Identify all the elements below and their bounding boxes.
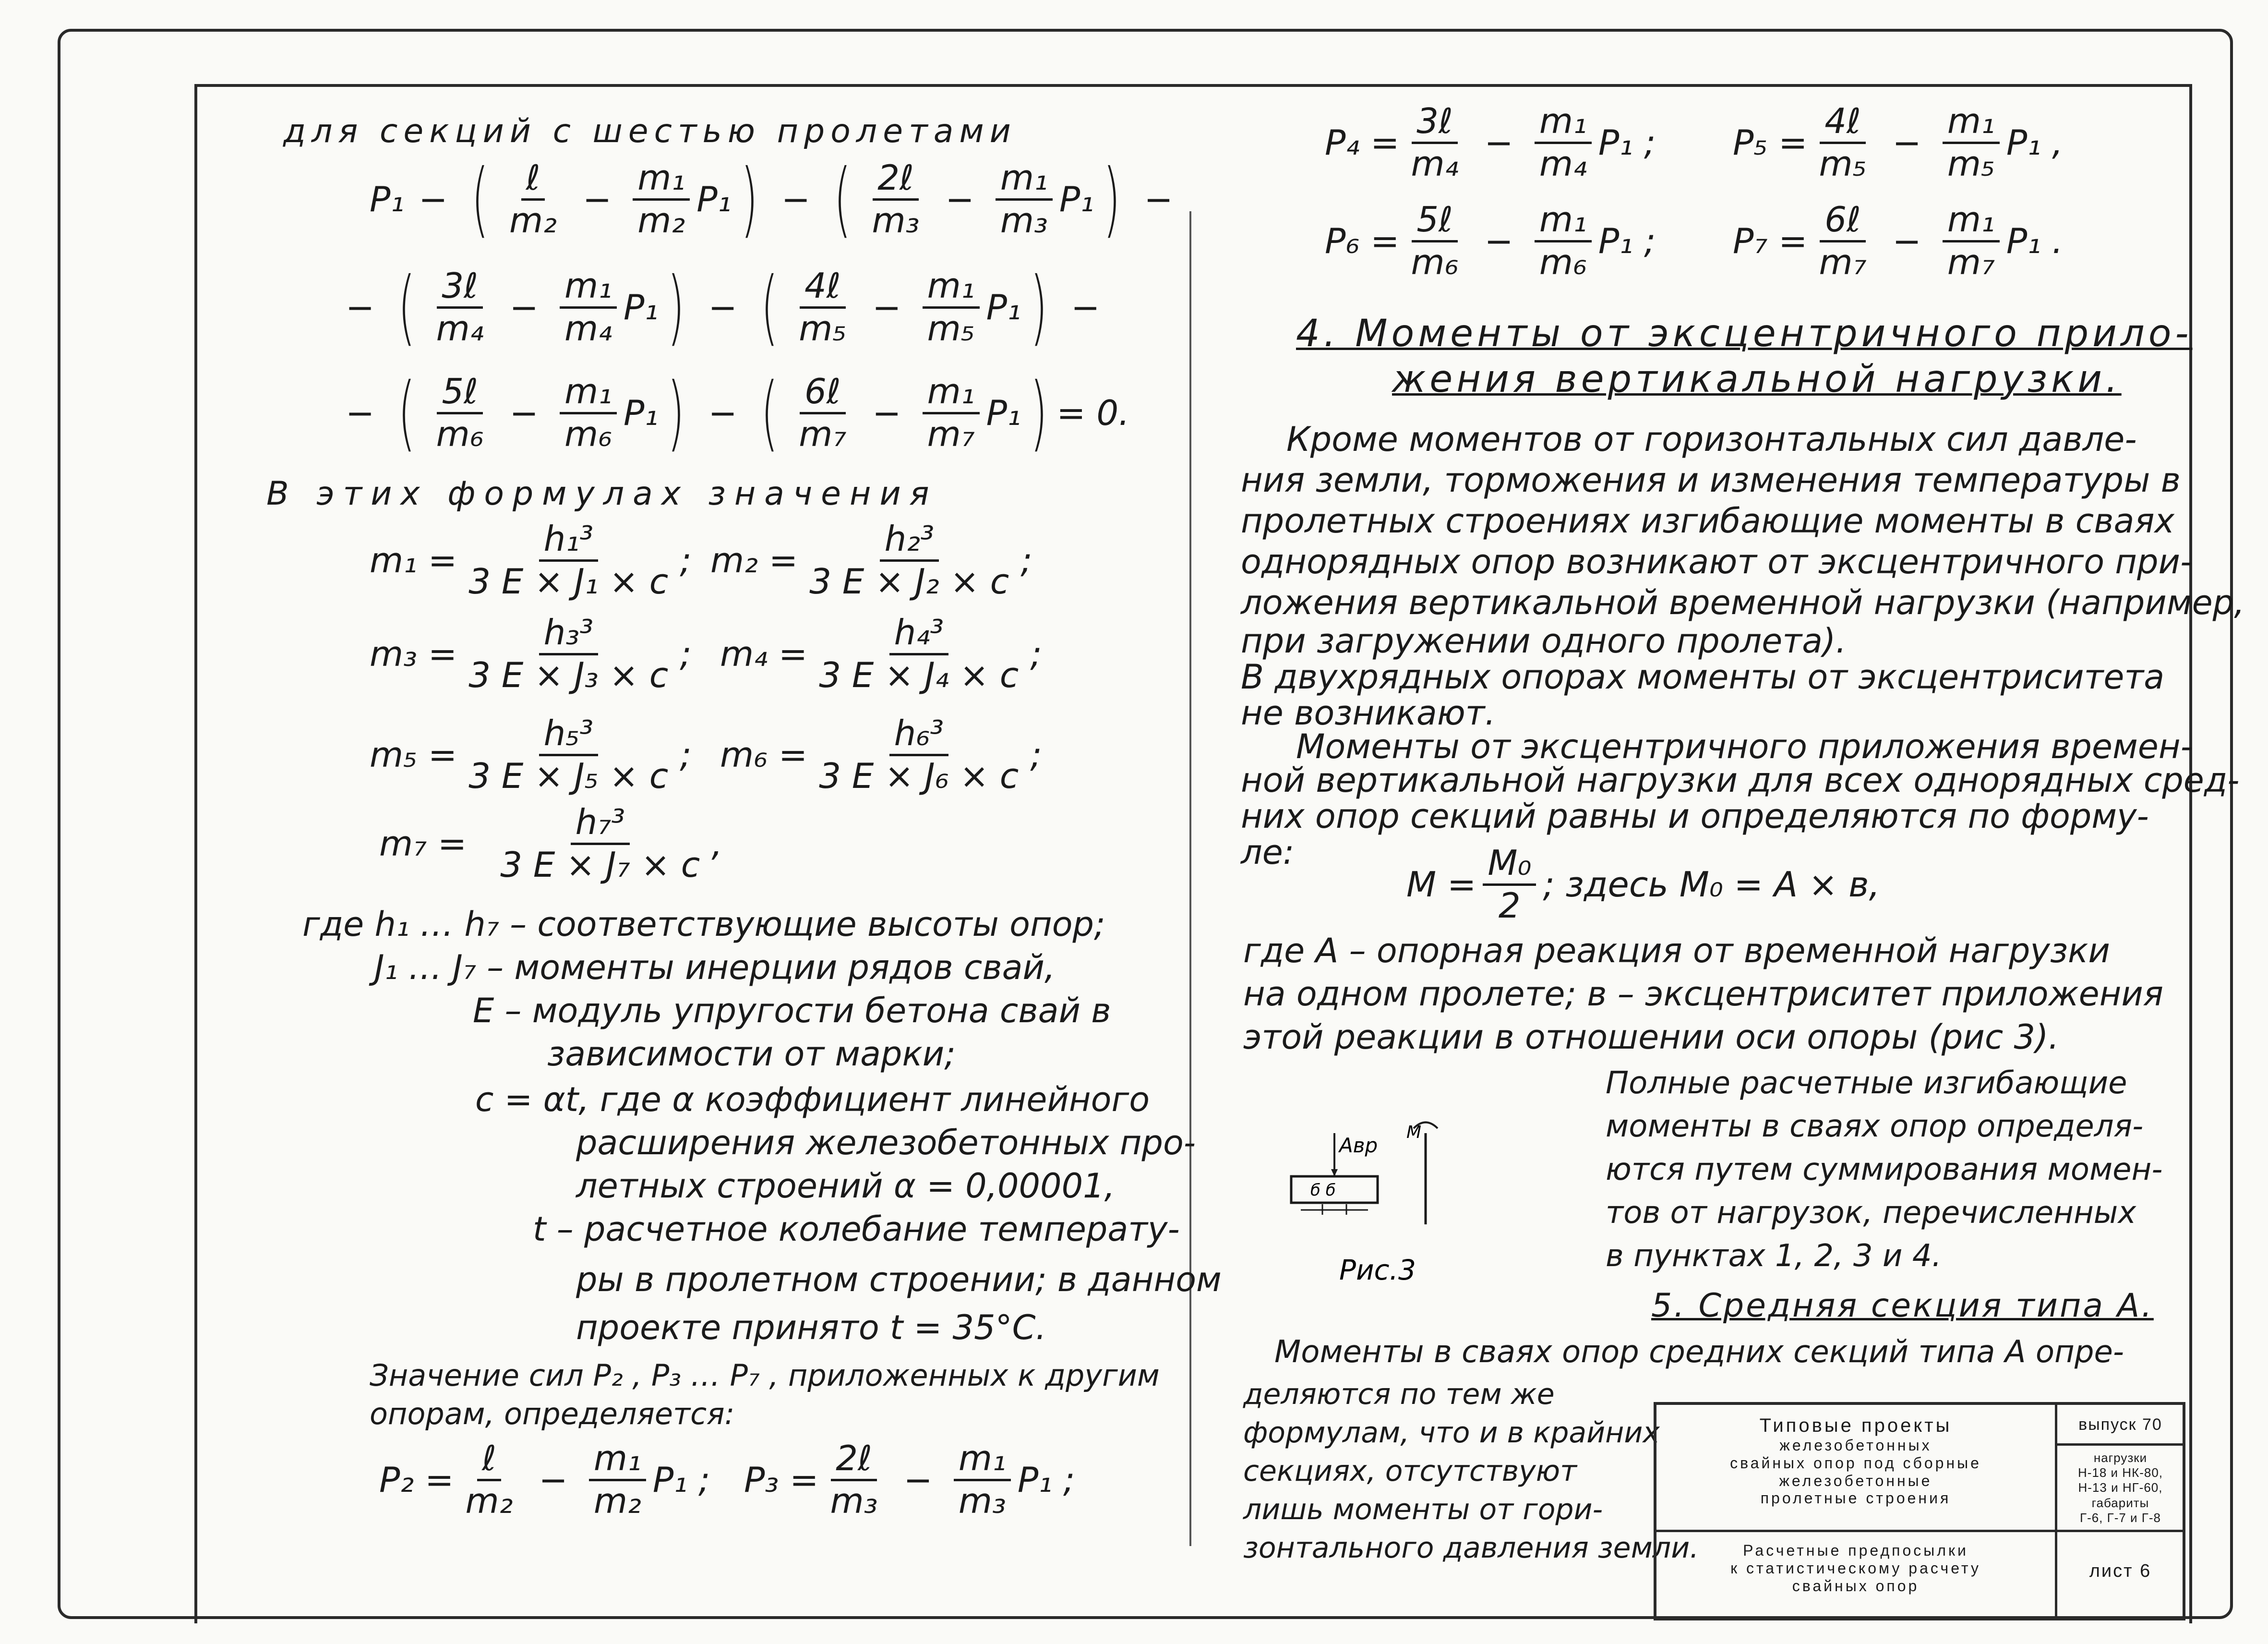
values-heading: В этих формулах значения bbox=[266, 475, 938, 513]
where-line-8: t – расчетное колебание температу- bbox=[533, 1209, 1180, 1249]
where-line-3: E – модуль упругости бетона свай в bbox=[473, 991, 1111, 1030]
para3-line-3: этой реакции в отношении оси опоры (рис 3). bbox=[1243, 1017, 2059, 1057]
para2-line-3: них опор секций равны и определяются по форму- bbox=[1241, 797, 2149, 836]
formula-p4: P₄ = $\frac{\text{3ℓ}}{\text{m₄}}$ − $\frac{\text{m₁}}{\text{m₄}}$ P₁ ; bbox=[1325, 101, 1656, 184]
para2-line-1: Моменты от эксцентричного приложения времен- bbox=[1296, 727, 2193, 766]
heading-six-spans: для секций с шестью пролетами bbox=[283, 112, 1017, 150]
column-divider bbox=[1189, 211, 1191, 1546]
formula-p3: P₃ = $\frac{\text{2ℓ}}{\text{m₃}}$ − $\frac{\text{m₁}}{\text{m₃}}$ P₁ ; bbox=[744, 1438, 1075, 1521]
forces-line-2: опорам, определяется: bbox=[370, 1396, 735, 1431]
para6-line-5: зонтального давления земли. bbox=[1243, 1531, 1699, 1565]
para6-line-3: секциях, отсутствуют bbox=[1243, 1454, 1577, 1488]
section-4-title-line-1: 4. Моменты от эксцентричного прило- bbox=[1296, 312, 2193, 355]
section-5-title: 5. Средняя секция типа А. bbox=[1651, 1287, 2154, 1325]
where-line-10: проекте принято t = 35°C. bbox=[576, 1308, 1046, 1347]
para4-line-5: в пунктах 1, 2, 3 и 4. bbox=[1606, 1238, 1942, 1274]
formula-p5: P₅ = $\frac{\text{4ℓ}}{\text{m₅}}$ − $\frac{\text{m₁}}{\text{m₅}}$ P₁ , bbox=[1733, 101, 2063, 184]
forces-line-1: Значение сил P₂ , P₃ … P₇ , приложенных к другим bbox=[370, 1358, 1160, 1393]
eq1-frac3: $\frac{\text{2ℓ}}{\text{m₃}}$ bbox=[872, 157, 920, 241]
para4-line-1: Полные расчетные изгибающие bbox=[1606, 1065, 2127, 1101]
para3-line-1: где А – опорная реакция от временной нагрузки bbox=[1243, 931, 2110, 970]
equation-3: − ( $\frac{\text{5ℓ}}{\text{m₆}}$ − $\frac{\text{m₁}}{\text{m₆}}$ P₁ ) − ( $\frac{\text{6ℓ}}{\text{m₇}}$ − $\frac{\text{m₁}}{\text{m₇}}$ P₁ ) = 0. bbox=[346, 365, 1130, 460]
formula-m6: m₆ = $\frac{\text{h₆³}}{\text{3 E × J₆ × c}}$ ; bbox=[720, 713, 1042, 796]
formula-m5: m₅ = $\frac{\text{h₅³}}{\text{3 E × J₅ × c}}$ ; bbox=[370, 713, 692, 796]
para1-line-4: однорядных опор возникают от эксцентричного при- bbox=[1241, 542, 2193, 581]
para1-line-8: не возникают. bbox=[1241, 693, 1496, 733]
para4-line-2: моменты в сваях опор определя- bbox=[1606, 1109, 2144, 1144]
figure-3 bbox=[1267, 1100, 1469, 1301]
equation-1: P₁ − ( $\frac{\text{ℓ}}{\text{m₂}}$ − $\frac{\text{m₁}}{\text{m₂}}$ P₁ ) − ( $\frac{\text{2ℓ}}{\text{m₃}}$ − $\frac{\text{m₁}}{\text{m₃}}$ P₁ ) − bbox=[370, 152, 1173, 247]
equation-2: − ( $\frac{\text{3ℓ}}{\text{m₄}}$ − $\frac{\text{m₁}}{\text{m₄}}$ P₁ ) − ( $\frac{\text{4ℓ}}{\text{m₅}}$ − $\frac{\text{m₁}}{\text{m₅}}$ P₁ ) − bbox=[346, 260, 1100, 355]
para6-line-4: лишь моменты от гори- bbox=[1243, 1493, 1603, 1526]
para1-line-7: В двухрядных опорах моменты от эксцентриситета bbox=[1241, 657, 2165, 697]
formula-p7: P₇ = $\frac{\text{6ℓ}}{\text{m₇}}$ − $\frac{\text{m₁}}{\text{m₇}}$ P₁ . bbox=[1733, 199, 2063, 282]
where-line-2: J₁ … J₇ – моменты инерции рядов свай, bbox=[374, 948, 1056, 987]
para3-line-2: на одном пролете; в – эксцентриситет приложения bbox=[1243, 974, 2164, 1014]
para1-line-3: пролетных строениях изгибающие моменты в сваях bbox=[1241, 501, 2174, 541]
where-line-7: летных строений α = 0,00001, bbox=[576, 1166, 1115, 1206]
formula-m2: m₂ = $\frac{\text{h₂³}}{\text{3 E × J₂ × c}}$ ; bbox=[710, 519, 1032, 602]
formula-m3: m₃ = $\frac{\text{h₃³}}{\text{3 E × J₃ × c}}$ ; bbox=[370, 612, 692, 695]
para6-line-1: деляются по тем же bbox=[1243, 1378, 1555, 1411]
figure-caption: Рис.3 bbox=[1339, 1254, 1416, 1286]
where-line-6: расширения железобетонных про- bbox=[576, 1123, 1196, 1162]
title-block-sheet: лист 6 bbox=[2089, 1561, 2152, 1581]
where-line-9: ры в пролетном строении; в данном bbox=[576, 1260, 1222, 1299]
formula-moment: M = $\frac{\text{M₀}}{2}$ ; здесь M₀ = A × в, bbox=[1406, 843, 1880, 926]
eq1-frac2: $\frac{\text{m₁}}{\text{m₂}}$ bbox=[633, 160, 690, 239]
formula-m1: m₁ = $\frac{\text{h₁³}}{\text{3 E × J₁ × c}}$ ; bbox=[370, 519, 692, 602]
title-block-project: Типовые проекты железобетонных свайных опор под сборные железобетонные пролетные строения bbox=[1656, 1405, 2057, 1532]
title-block-loads: нагрузки Н-18 и НК-80, Н-13 и НГ-60, габариты Г-6, Г-7 и Г-8 bbox=[2057, 1446, 2184, 1532]
figure-label-m: M bbox=[1406, 1123, 1422, 1142]
title-block-subject: Расчетные предпосылки к статистическому расчету свайных опор bbox=[1656, 1532, 2057, 1618]
para1-line-2: ния земли, торможения и изменения температуры в bbox=[1241, 460, 2181, 500]
para5-line-1: Моменты в сваях опор средних секций типа А опре- bbox=[1274, 1334, 2124, 1370]
where-line-4: зависимости от марки; bbox=[547, 1034, 956, 1074]
where-line-1: где h₁ … h₇ – соответствующие высоты опор; bbox=[302, 905, 1105, 944]
eq1-frac1: $\frac{\text{ℓ}}{\text{m₂}}$ bbox=[509, 157, 557, 241]
section-4-title-line-2: жения вертикальной нагрузки. bbox=[1392, 358, 2122, 401]
para1-line-1: Кроме моментов от горизонтальных сил давле- bbox=[1286, 420, 2137, 459]
formula-m7: m₇ = $\frac{\text{h₇³}}{\text{3 E × J₇ × c}}$ , bbox=[379, 802, 723, 885]
para4-line-4: тов от нагрузок, перечисленных bbox=[1606, 1195, 2136, 1231]
figure-label-b: б б bbox=[1310, 1181, 1336, 1200]
para2-line-2: ной вертикальной нагрузки для всех однорядных сред- bbox=[1241, 761, 2240, 800]
eq1-p1: P₁ bbox=[370, 179, 405, 219]
figure-label-a: Aвр bbox=[1339, 1134, 1378, 1157]
para4-line-3: ются путем суммирования момен- bbox=[1606, 1152, 2163, 1187]
title-block bbox=[1654, 1402, 2185, 1620]
para6-line-2: формулам, что и в крайних bbox=[1243, 1416, 1660, 1450]
title-block-issue: выпуск 70 bbox=[2057, 1405, 2184, 1446]
eq1-minus: − bbox=[419, 179, 448, 219]
formula-p6: P₆ = $\frac{\text{5ℓ}}{\text{m₆}}$ − $\frac{\text{m₁}}{\text{m₆}}$ P₁ ; bbox=[1325, 199, 1656, 282]
para1-line-5: ложения вертикальной временной нагрузки (например, bbox=[1241, 583, 2245, 622]
where-line-5: c = αt, где α коэффициент линейного bbox=[475, 1080, 1150, 1119]
formula-m4: m₄ = $\frac{\text{h₄³}}{\text{3 E × J₄ × c}}$ ; bbox=[720, 612, 1042, 695]
para1-line-6: при загружении одного пролета). bbox=[1241, 621, 1847, 661]
formula-p2: P₂ = $\frac{\text{ℓ}}{\text{m₂}}$ − $\frac{\text{m₁}}{\text{m₂}}$ P₁ ; bbox=[379, 1438, 710, 1521]
eq1-lparen: ( bbox=[471, 152, 489, 247]
para2-line-4: ле: bbox=[1241, 833, 1295, 872]
eq1-frac4: $\frac{\text{m₁}}{\text{m₃}}$ bbox=[996, 160, 1053, 239]
figure-3-drawing bbox=[1267, 1100, 1469, 1301]
